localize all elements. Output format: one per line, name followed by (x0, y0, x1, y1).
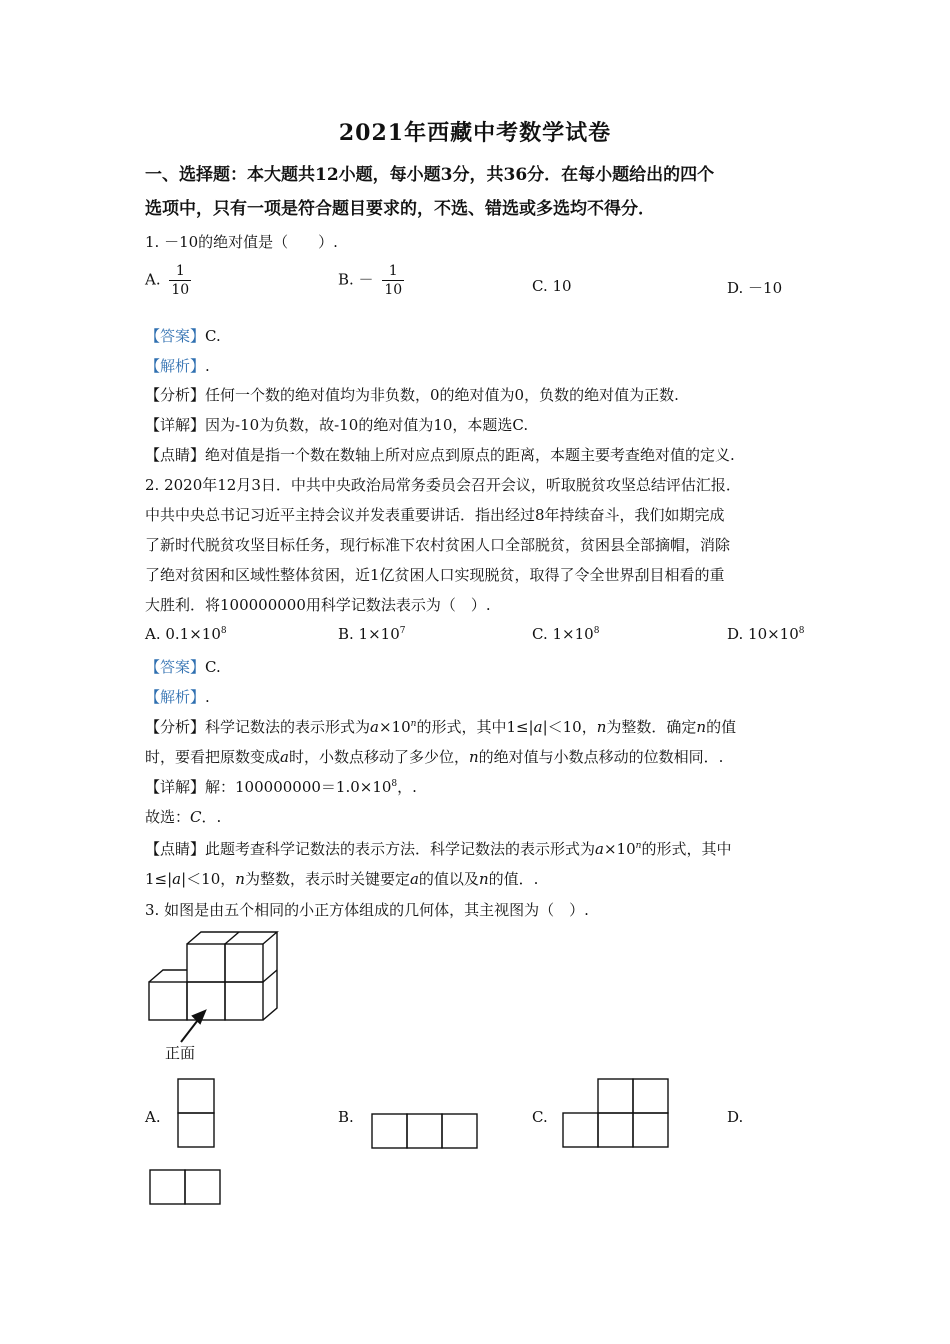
square (407, 1114, 442, 1148)
var-a: a (280, 748, 289, 766)
q2-answer-value: C. (205, 658, 221, 676)
var-a: a (172, 870, 182, 888)
q2-option-a (145, 625, 227, 643)
var-n: n (635, 841, 642, 851)
section-header (145, 158, 805, 226)
q1-jiexi (145, 355, 210, 376)
q2-analysis-text: 的形式，其中1≤| (416, 718, 534, 736)
q2-answer (145, 656, 221, 677)
var-n: n (596, 718, 607, 736)
q3-option-c-label: C. (532, 1108, 548, 1126)
q2-analysis-line2 (145, 746, 723, 767)
q1-detail (145, 414, 528, 435)
q1-analysis-text: 任何一个数的绝对值均为非负数，0的绝对值为0，负数的绝对值为正数. (205, 386, 679, 404)
q2-detail-end: ，. (397, 778, 417, 796)
q2-conclusion (145, 806, 221, 827)
q3-option-a-figure (177, 1078, 217, 1150)
q2-option-c (532, 625, 599, 643)
q2-option-b-exp: 7 (399, 626, 406, 636)
cube-front-face (187, 944, 225, 982)
q1-option-a-label: A. (145, 270, 161, 289)
q3-front-label: 正面 (165, 1044, 196, 1062)
square (633, 1113, 668, 1147)
var-n: n (410, 719, 417, 729)
cube-front-face (225, 982, 263, 1020)
cube-edge (263, 970, 277, 982)
square (598, 1079, 633, 1113)
q2-analysis-tag: 【分析】 (145, 718, 206, 736)
q2-detail-exp: 8 (391, 779, 398, 789)
q2-stem-line: 了新时代脱贫攻坚目标任务，现行标准下农村贫困人口全部脱贫，贫困县全部摘帽，消除 (145, 536, 731, 554)
q3-option-b-label: B. (338, 1108, 354, 1126)
q2-analysis-text: 时，要看把原数变成 (145, 748, 281, 766)
q2-comment-text: 的形式，其中 (641, 840, 732, 858)
q3-stem: 3. 如图是由五个相同的小正方体组成的几何体，其主视图为（ ）. (145, 901, 589, 919)
q1-detail-tag: 【详解】 (145, 416, 206, 434)
square (633, 1079, 668, 1113)
q2-detail-tag: 【详解】 (145, 778, 206, 796)
square (178, 1079, 214, 1113)
var-n: n (696, 718, 707, 736)
arrow-head (193, 1011, 205, 1023)
var-n: n (468, 748, 479, 766)
square (563, 1113, 598, 1147)
q2-option-d-exp: 8 (798, 626, 805, 636)
cube-front-face (225, 944, 263, 982)
q1-option-b-fraction (382, 262, 404, 299)
q1-option-a-denominator: 10 (171, 282, 190, 298)
q1-comment-tag: 【点睛】 (145, 446, 206, 464)
q2-stem-line: 中共中央总书记习近平主持会议并发表重要讲话．指出经过8年持续奋斗，我们如期完成 (145, 506, 725, 524)
section-header-line2: 选项中，只有一项是符合题目要求的，不选、错选或多选均不得分． (145, 199, 655, 219)
q2-comment-text: 的值．. (488, 870, 539, 888)
q2-analysis-text: |＜10， (542, 718, 597, 736)
q1-answer-value: C. (205, 327, 221, 345)
q3-option-d-figure (149, 1169, 223, 1207)
q1-option-d: D. －10 (727, 279, 783, 297)
q2-jiexi (145, 686, 210, 707)
q2-analysis-text: 的绝对值与小数点移动的位数相同．. (478, 748, 724, 766)
q2-option-b-text: B. 1×10 (338, 625, 400, 643)
q2-option-b (338, 625, 406, 643)
q1-analysis-tag: 【分析】 (145, 386, 206, 404)
q2-option-a-exp: 8 (220, 626, 227, 636)
q2-jiexi-tag: 【解析】 (145, 688, 206, 706)
q2-comment-text: 为整数，表示时关键要定 (244, 870, 410, 888)
q1-option-a-numerator: 1 (169, 262, 191, 281)
q2-option-d (727, 625, 805, 643)
q2-comment-line1 (145, 838, 731, 859)
square (372, 1114, 407, 1148)
q2-conclusion-choice: C (190, 808, 202, 826)
q2-detail (145, 776, 417, 797)
q1-option-b-denominator: 10 (384, 282, 403, 298)
q2-option-c-text: C. 1×10 (532, 625, 594, 643)
section-header-line1: 一、选择题：本大题共12小题，每小题3分，共36分．在每小题给出的四个 (145, 165, 715, 185)
q1-option-b-label: B. － (338, 270, 374, 289)
q2-comment-text: 的值以及 (418, 870, 479, 888)
q1-answer-tag: 【答案】 (145, 327, 206, 345)
cube-edge (225, 932, 239, 944)
q1-option-b (338, 262, 404, 299)
q2-analysis-text: ×10 (378, 718, 411, 736)
var-a: a (533, 718, 543, 736)
q3-option-d-label: D. (727, 1108, 744, 1126)
q2-comment-tag: 【点睛】 (145, 840, 206, 858)
q2-comment-text: |＜10， (181, 870, 236, 888)
q2-answer-tag: 【答案】 (145, 658, 206, 676)
var-n: n (235, 870, 245, 888)
q2-analysis-text: 的值 (706, 718, 737, 736)
cube-front-face (149, 982, 187, 1020)
var-a: a (370, 718, 379, 736)
var-a: a (595, 840, 604, 858)
var-n: n (478, 870, 489, 888)
q2-comment-line2 (145, 868, 538, 889)
square (442, 1114, 477, 1148)
q2-comment-text: 1≤| (145, 870, 173, 888)
q2-analysis-text: 为整数．确定 (606, 718, 697, 736)
q2-stem-line: 2. 2020年12月3日．中共中央政治局常务委员会召开会议，听取脱贫攻坚总结评估汇报． (145, 476, 741, 494)
q2-comment-text: 此题考查科学记数法的表示方法．科学记数法的表示形式为 (205, 840, 596, 858)
q1-stem: 1. －10的绝对值是（ ）. (145, 233, 338, 251)
q2-detail-text: 解：100000000＝1.0×10 (205, 778, 392, 796)
q2-analysis-text: 时，小数点移动了多少位， (288, 748, 469, 766)
q3-cube-figure (145, 930, 280, 1060)
q2-option-c-exp: 8 (593, 626, 600, 636)
exam-title: 2021年西藏中考数学试卷 (338, 120, 612, 146)
q1-answer (145, 325, 221, 346)
square (185, 1170, 220, 1204)
q2-stem-line: 了绝对贫困和区域性整体贫困，近1亿贫困人口实现脱贫，取得了令全世界刮目相看的重 (145, 566, 725, 584)
q2-comment-text: ×10 (603, 840, 636, 858)
q3-option-a-label: A. (145, 1108, 161, 1126)
q2-option-d-text: D. 10×10 (727, 625, 799, 643)
q2-conclusion-end: ．. (201, 808, 222, 826)
q3-option-b-figure (371, 1113, 479, 1151)
q1-analysis (145, 384, 679, 405)
var-a: a (409, 870, 419, 888)
square (150, 1170, 185, 1204)
q2-analysis-text: 科学记数法的表示形式为 (205, 718, 371, 736)
q2-stem-line: 大胜利．将100000000用科学记数法表示为（ ）. (145, 596, 491, 614)
q2-jiexi-text: . (205, 688, 210, 706)
square (598, 1113, 633, 1147)
q1-jiexi-text: . (205, 357, 210, 375)
q1-detail-text: 因为-10为负数，故-10的绝对值为10，本题选C. (205, 416, 529, 434)
q2-analysis-line1 (145, 716, 736, 737)
q2-option-a-text: A. 0.1×10 (145, 625, 221, 643)
q1-comment (145, 444, 735, 465)
q1-jiexi-tag: 【解析】 (145, 357, 206, 375)
cube-front-face (187, 982, 225, 1020)
q1-option-b-numerator: 1 (382, 262, 404, 281)
q1-option-a-fraction (169, 262, 191, 299)
q1-option-a (145, 262, 191, 299)
q1-comment-text: 绝对值是指一个数在数轴上所对应点到原点的距离，本题主要考查绝对值的定义. (205, 446, 735, 464)
square (178, 1113, 214, 1147)
q1-option-c: C. 10 (532, 277, 572, 295)
q2-conclusion-text: 故选： (145, 808, 191, 826)
q3-option-c-figure (562, 1078, 670, 1150)
cube-edge (149, 970, 187, 982)
